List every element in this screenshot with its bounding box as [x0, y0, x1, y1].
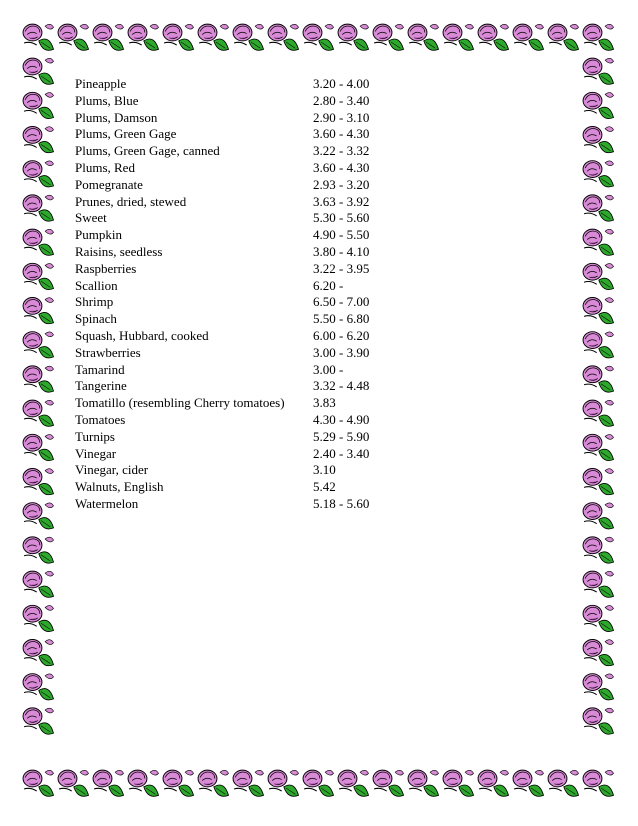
ph-range: 3.63 - 3.92	[313, 193, 370, 209]
rose-icon	[303, 24, 333, 50]
rose-icon	[338, 770, 368, 796]
food-name: Sweet	[75, 210, 107, 226]
rose-icon	[23, 366, 53, 392]
ph-range: 5.42	[313, 479, 336, 495]
rose-icon	[583, 58, 613, 84]
rose-icon	[23, 92, 53, 118]
rose-icon	[128, 24, 158, 50]
ph-range: 4.30 - 4.90	[313, 411, 370, 427]
rose-icon	[583, 161, 613, 187]
ph-range: 3.00 - 3.90	[313, 344, 370, 360]
rose-icon	[233, 770, 263, 796]
rose-icon	[23, 400, 53, 426]
rose-icon	[338, 24, 368, 50]
food-name: Turnips	[75, 428, 115, 444]
food-name: Raisins, seedless	[75, 243, 163, 259]
rose-icon	[583, 770, 613, 796]
ph-range: 3.60 - 4.30	[313, 126, 370, 142]
ph-range: 6.50 - 7.00	[313, 294, 370, 310]
rose-icon	[373, 24, 403, 50]
rose-icon	[583, 469, 613, 495]
food-name: Tomatoes	[75, 411, 126, 427]
rose-icon	[583, 332, 613, 358]
rose-icon	[163, 24, 193, 50]
rose-icon	[23, 229, 53, 255]
rose-icon	[23, 263, 53, 289]
ph-range: 5.50 - 6.80	[313, 311, 370, 327]
rose-icon	[23, 58, 53, 84]
rose-icon	[198, 770, 228, 796]
rose-icon	[478, 770, 508, 796]
ph-range: 3.20 - 4.00	[313, 76, 370, 91]
rose-icon	[583, 571, 613, 597]
ph-range: 3.22 - 3.95	[313, 260, 370, 276]
ph-range: 3.80 - 4.10	[313, 243, 370, 259]
ph-range: 5.18 - 5.60	[313, 495, 370, 511]
rose-icon	[23, 708, 53, 734]
food-name: Walnuts, English	[75, 479, 164, 495]
food-name: Plums, Red	[75, 159, 135, 175]
rose-icon	[23, 640, 53, 666]
food-name: Tamarind	[75, 361, 125, 377]
rose-icon	[443, 24, 473, 50]
ph-range: 6.20 -	[313, 277, 344, 293]
rose-icon	[23, 434, 53, 460]
food-name: Plums, Blue	[75, 92, 139, 108]
rose-icon	[408, 24, 438, 50]
food-name: Tomatillo (resembling Cherry tomatoes)	[75, 395, 285, 411]
food-name: Raspberries	[75, 260, 137, 276]
rose-icon	[478, 24, 508, 50]
food-name: Squash, Hubbard, cooked	[75, 327, 209, 343]
rose-icon	[163, 770, 193, 796]
food-name: Shrimp	[75, 294, 114, 310]
ph-range: 6.00 - 6.20	[313, 327, 370, 343]
rose-icon	[58, 24, 88, 50]
food-name: Tangerine	[75, 378, 127, 394]
rose-icon	[128, 770, 158, 796]
ph-range: 3.83	[313, 395, 336, 411]
rose-icon	[23, 161, 53, 187]
rose-icon	[233, 24, 263, 50]
ph-range: 2.93 - 3.20	[313, 176, 370, 192]
rose-icon	[408, 770, 438, 796]
food-name: Pomegranate	[75, 176, 143, 192]
food-name: Pineapple	[75, 76, 127, 91]
rose-icon	[583, 298, 613, 324]
ph-range: 4.90 - 5.50	[313, 227, 370, 243]
food-name: Watermelon	[75, 495, 139, 511]
rose-icon	[583, 605, 613, 631]
rose-icon	[373, 770, 403, 796]
rose-icon	[23, 24, 53, 50]
ph-range: 5.30 - 5.60	[313, 210, 370, 226]
rose-icon	[583, 195, 613, 221]
rose-icon	[23, 770, 53, 796]
rose-icon	[23, 195, 53, 221]
ph-range: 2.90 - 3.10	[313, 109, 370, 125]
rose-icon	[513, 24, 543, 50]
rose-icon	[23, 332, 53, 358]
rose-icon	[93, 24, 123, 50]
rose-icon	[583, 434, 613, 460]
food-name: Spinach	[75, 311, 117, 327]
food-name: Vinegar	[75, 445, 117, 461]
rose-icon	[23, 571, 53, 597]
rose-icon	[58, 770, 88, 796]
food-name: Strawberries	[75, 344, 141, 360]
rose-icon	[23, 537, 53, 563]
food-name: Prunes, dried, stewed	[75, 193, 187, 209]
rose-icon	[583, 708, 613, 734]
rose-icon	[583, 92, 613, 118]
ph-range: 2.40 - 3.40	[313, 445, 370, 461]
rose-icon	[268, 770, 298, 796]
rose-icon	[23, 674, 53, 700]
rose-icon	[443, 770, 473, 796]
rose-icon	[583, 640, 613, 666]
food-name: Plums, Green Gage	[75, 126, 177, 142]
rose-icon	[23, 503, 53, 529]
rose-icon	[93, 770, 123, 796]
rose-icon	[583, 400, 613, 426]
ph-range: 5.29 - 5.90	[313, 428, 370, 444]
ph-range: 3.32 - 4.48	[313, 378, 370, 394]
rose-icon	[198, 24, 228, 50]
food-name: Vinegar, cider	[75, 462, 149, 478]
rose-icon	[548, 24, 578, 50]
rose-icon	[583, 263, 613, 289]
rose-icon	[583, 229, 613, 255]
rose-icon	[583, 503, 613, 529]
ph-range: 3.60 - 4.30	[313, 159, 370, 175]
rose-icon	[303, 770, 333, 796]
ph-range: 3.00 -	[313, 361, 344, 377]
ph-range: 3.22 - 3.32	[313, 143, 370, 159]
rose-icon	[23, 298, 53, 324]
rose-icon	[23, 605, 53, 631]
rose-icon	[23, 127, 53, 153]
rose-icon	[583, 366, 613, 392]
food-name: Scallion	[75, 277, 118, 293]
rose-icon	[513, 770, 543, 796]
rose-icon	[583, 674, 613, 700]
rose-icon	[583, 127, 613, 153]
rose-icon	[583, 537, 613, 563]
rose-icon	[548, 770, 578, 796]
food-name: Plums, Green Gage, canned	[75, 143, 220, 159]
rose-icon	[23, 469, 53, 495]
rose-icon	[583, 24, 613, 50]
food-name: Pumpkin	[75, 227, 122, 243]
food-name: Plums, Damson	[75, 109, 158, 125]
rose-icon	[268, 24, 298, 50]
ph-range: 2.80 - 3.40	[313, 92, 370, 108]
ph-range: 3.10	[313, 462, 336, 478]
